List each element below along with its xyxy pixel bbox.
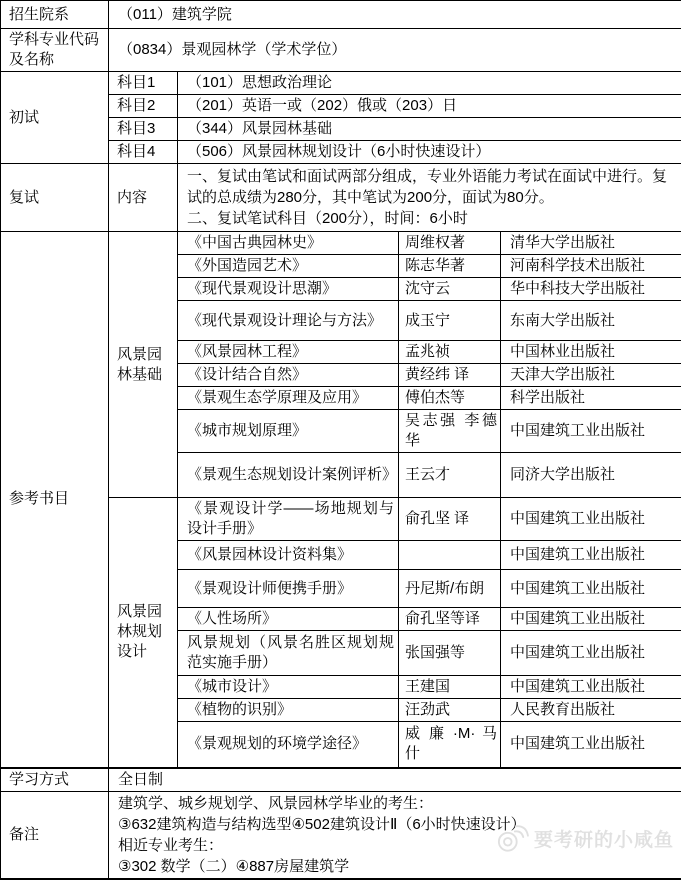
book-publisher: 中国建筑工业出版社 xyxy=(501,410,681,453)
major-value: （0834）景观园林学（学术学位） xyxy=(109,29,681,72)
reference-category-1: 风景园林基础 xyxy=(109,232,178,498)
book-title: 风景规划（风景名胜区规划规范实施手册） xyxy=(178,631,399,676)
book-publisher: 人民教育出版社 xyxy=(501,699,681,722)
references-label: 参考书目 xyxy=(1,232,109,768)
retest-content-line-1: 一、复试由笔试和面试两部分组成，专业外语能力考试在面试中进行。复试的总成绩为280分，其中笔试为200分，面试为80分。 xyxy=(187,168,668,206)
book-title: 《风景园林工程》 xyxy=(178,341,399,364)
book-author: 成玉宁 xyxy=(399,301,501,341)
remarks-line-4: ③302 数学（二）④887房屋建筑学 xyxy=(118,858,350,875)
book-author: 傅伯杰等 xyxy=(399,387,501,410)
book-author: 丹尼斯/布朗 xyxy=(399,570,501,608)
book-title: 《城市规划原理》 xyxy=(178,410,399,453)
book-publisher: 同济大学出版社 xyxy=(501,453,681,498)
major-label: 学科专业代码及名称 xyxy=(1,29,109,72)
book-title: 《景观生态学原理及应用》 xyxy=(178,387,399,410)
reference-category-2: 风景园林规划设计 xyxy=(109,498,178,768)
book-author: 黄经纬 译 xyxy=(399,364,501,387)
book-author: 俞孔坚 译 xyxy=(399,498,501,541)
book-title: 《景观生态规划设计案例评析》 xyxy=(178,453,399,498)
retest-content-label: 内容 xyxy=(109,164,178,232)
book-author: 俞孔坚等译 xyxy=(399,608,501,631)
book-publisher: 科学出版社 xyxy=(501,387,681,410)
book-title: 《景观设计师便携手册》 xyxy=(178,570,399,608)
watermark-text: 要考研的小咸鱼 xyxy=(533,829,674,851)
book-author: 汪劲武 xyxy=(399,699,501,722)
book-title: 《人性场所》 xyxy=(178,608,399,631)
book-author: 王建国 xyxy=(399,676,501,699)
study-mode-label: 学习方式 xyxy=(1,768,109,792)
book-publisher: 中国建筑工业出版社 xyxy=(501,541,681,570)
book-author: 张国强等 xyxy=(399,631,501,676)
weibo-icon xyxy=(495,823,529,853)
subject-3-label: 科目3 xyxy=(109,118,178,141)
book-author: 沈守云 xyxy=(399,278,501,301)
book-title: 《景观规划的环境学途径》 xyxy=(178,722,399,768)
book-author: 王云才 xyxy=(399,453,501,498)
study-mode-value: 全日制 xyxy=(109,768,681,792)
book-title: 《现代景观设计思潮》 xyxy=(178,278,399,301)
book-author: 陈志华著 xyxy=(399,255,501,278)
book-title: 《风景园林设计资料集》 xyxy=(178,541,399,570)
book-publisher: 中国建筑工业出版社 xyxy=(501,498,681,541)
initial-exam-label: 初试 xyxy=(1,72,109,164)
subject-4-label: 科目4 xyxy=(109,141,178,164)
remarks-label: 备注 xyxy=(1,792,109,880)
book-title: 《景观设计学——场地规划与设计手册》 xyxy=(178,498,399,541)
remarks-line-3: 相近专业考生： xyxy=(118,837,224,854)
retest-label: 复试 xyxy=(1,164,109,232)
subject-4-value: （506）风景园林规划设计（6小时快速设计） xyxy=(178,141,681,164)
book-author: 孟兆祯 xyxy=(399,341,501,364)
remarks-line-1: 建筑学、城乡规划学、风景园林学毕业的考生： xyxy=(118,795,434,812)
subject-3-value: （344）风景园林基础 xyxy=(178,118,681,141)
subject-1-label: 科目1 xyxy=(109,72,178,95)
book-author xyxy=(399,541,501,570)
retest-content xyxy=(178,164,681,232)
department-label: 招生院系 xyxy=(1,1,109,29)
book-publisher: 河南科学技术出版社 xyxy=(501,255,681,278)
book-title: 《外国造园艺术》 xyxy=(178,255,399,278)
department-value: （011）建筑学院 xyxy=(109,1,681,29)
book-publisher: 中国建筑工业出版社 xyxy=(501,570,681,608)
book-author: 威 廉 ·M· 马什 xyxy=(399,722,501,768)
book-publisher: 中国林业出版社 xyxy=(501,341,681,364)
remarks-line-2: ③632建筑构造与结构选型④502建筑设计Ⅱ（6小时快速设计） xyxy=(118,816,526,833)
book-publisher: 中国建筑工业出版社 xyxy=(501,608,681,631)
book-title: 《现代景观设计理论与方法》 xyxy=(178,301,399,341)
book-title: 《设计结合自然》 xyxy=(178,364,399,387)
book-publisher: 华中科技大学出版社 xyxy=(501,278,681,301)
book-publisher: 清华大学出版社 xyxy=(501,232,681,255)
watermark xyxy=(495,823,674,853)
book-author: 吴志强 李德华 xyxy=(399,410,501,453)
book-title: 《城市设计》 xyxy=(178,676,399,699)
subject-2-label: 科目2 xyxy=(109,95,178,118)
subject-1-value: （101）思想政治理论 xyxy=(178,72,681,95)
book-publisher: 中国建筑工业出版社 xyxy=(501,676,681,699)
book-publisher: 中国建筑工业出版社 xyxy=(501,631,681,676)
book-publisher: 中国建筑工业出版社 xyxy=(501,722,681,768)
retest-content-line-2: 二、复试笔试科目（200分），时间：6小时 xyxy=(187,210,468,227)
book-publisher: 天津大学出版社 xyxy=(501,364,681,387)
book-title: 《中国古典园林史》 xyxy=(178,232,399,255)
book-title: 《植物的识别》 xyxy=(178,699,399,722)
subject-2-value: （201）英语一或（202）俄或（203）日 xyxy=(178,95,681,118)
book-author: 周维权著 xyxy=(399,232,501,255)
book-publisher: 东南大学出版社 xyxy=(501,301,681,341)
